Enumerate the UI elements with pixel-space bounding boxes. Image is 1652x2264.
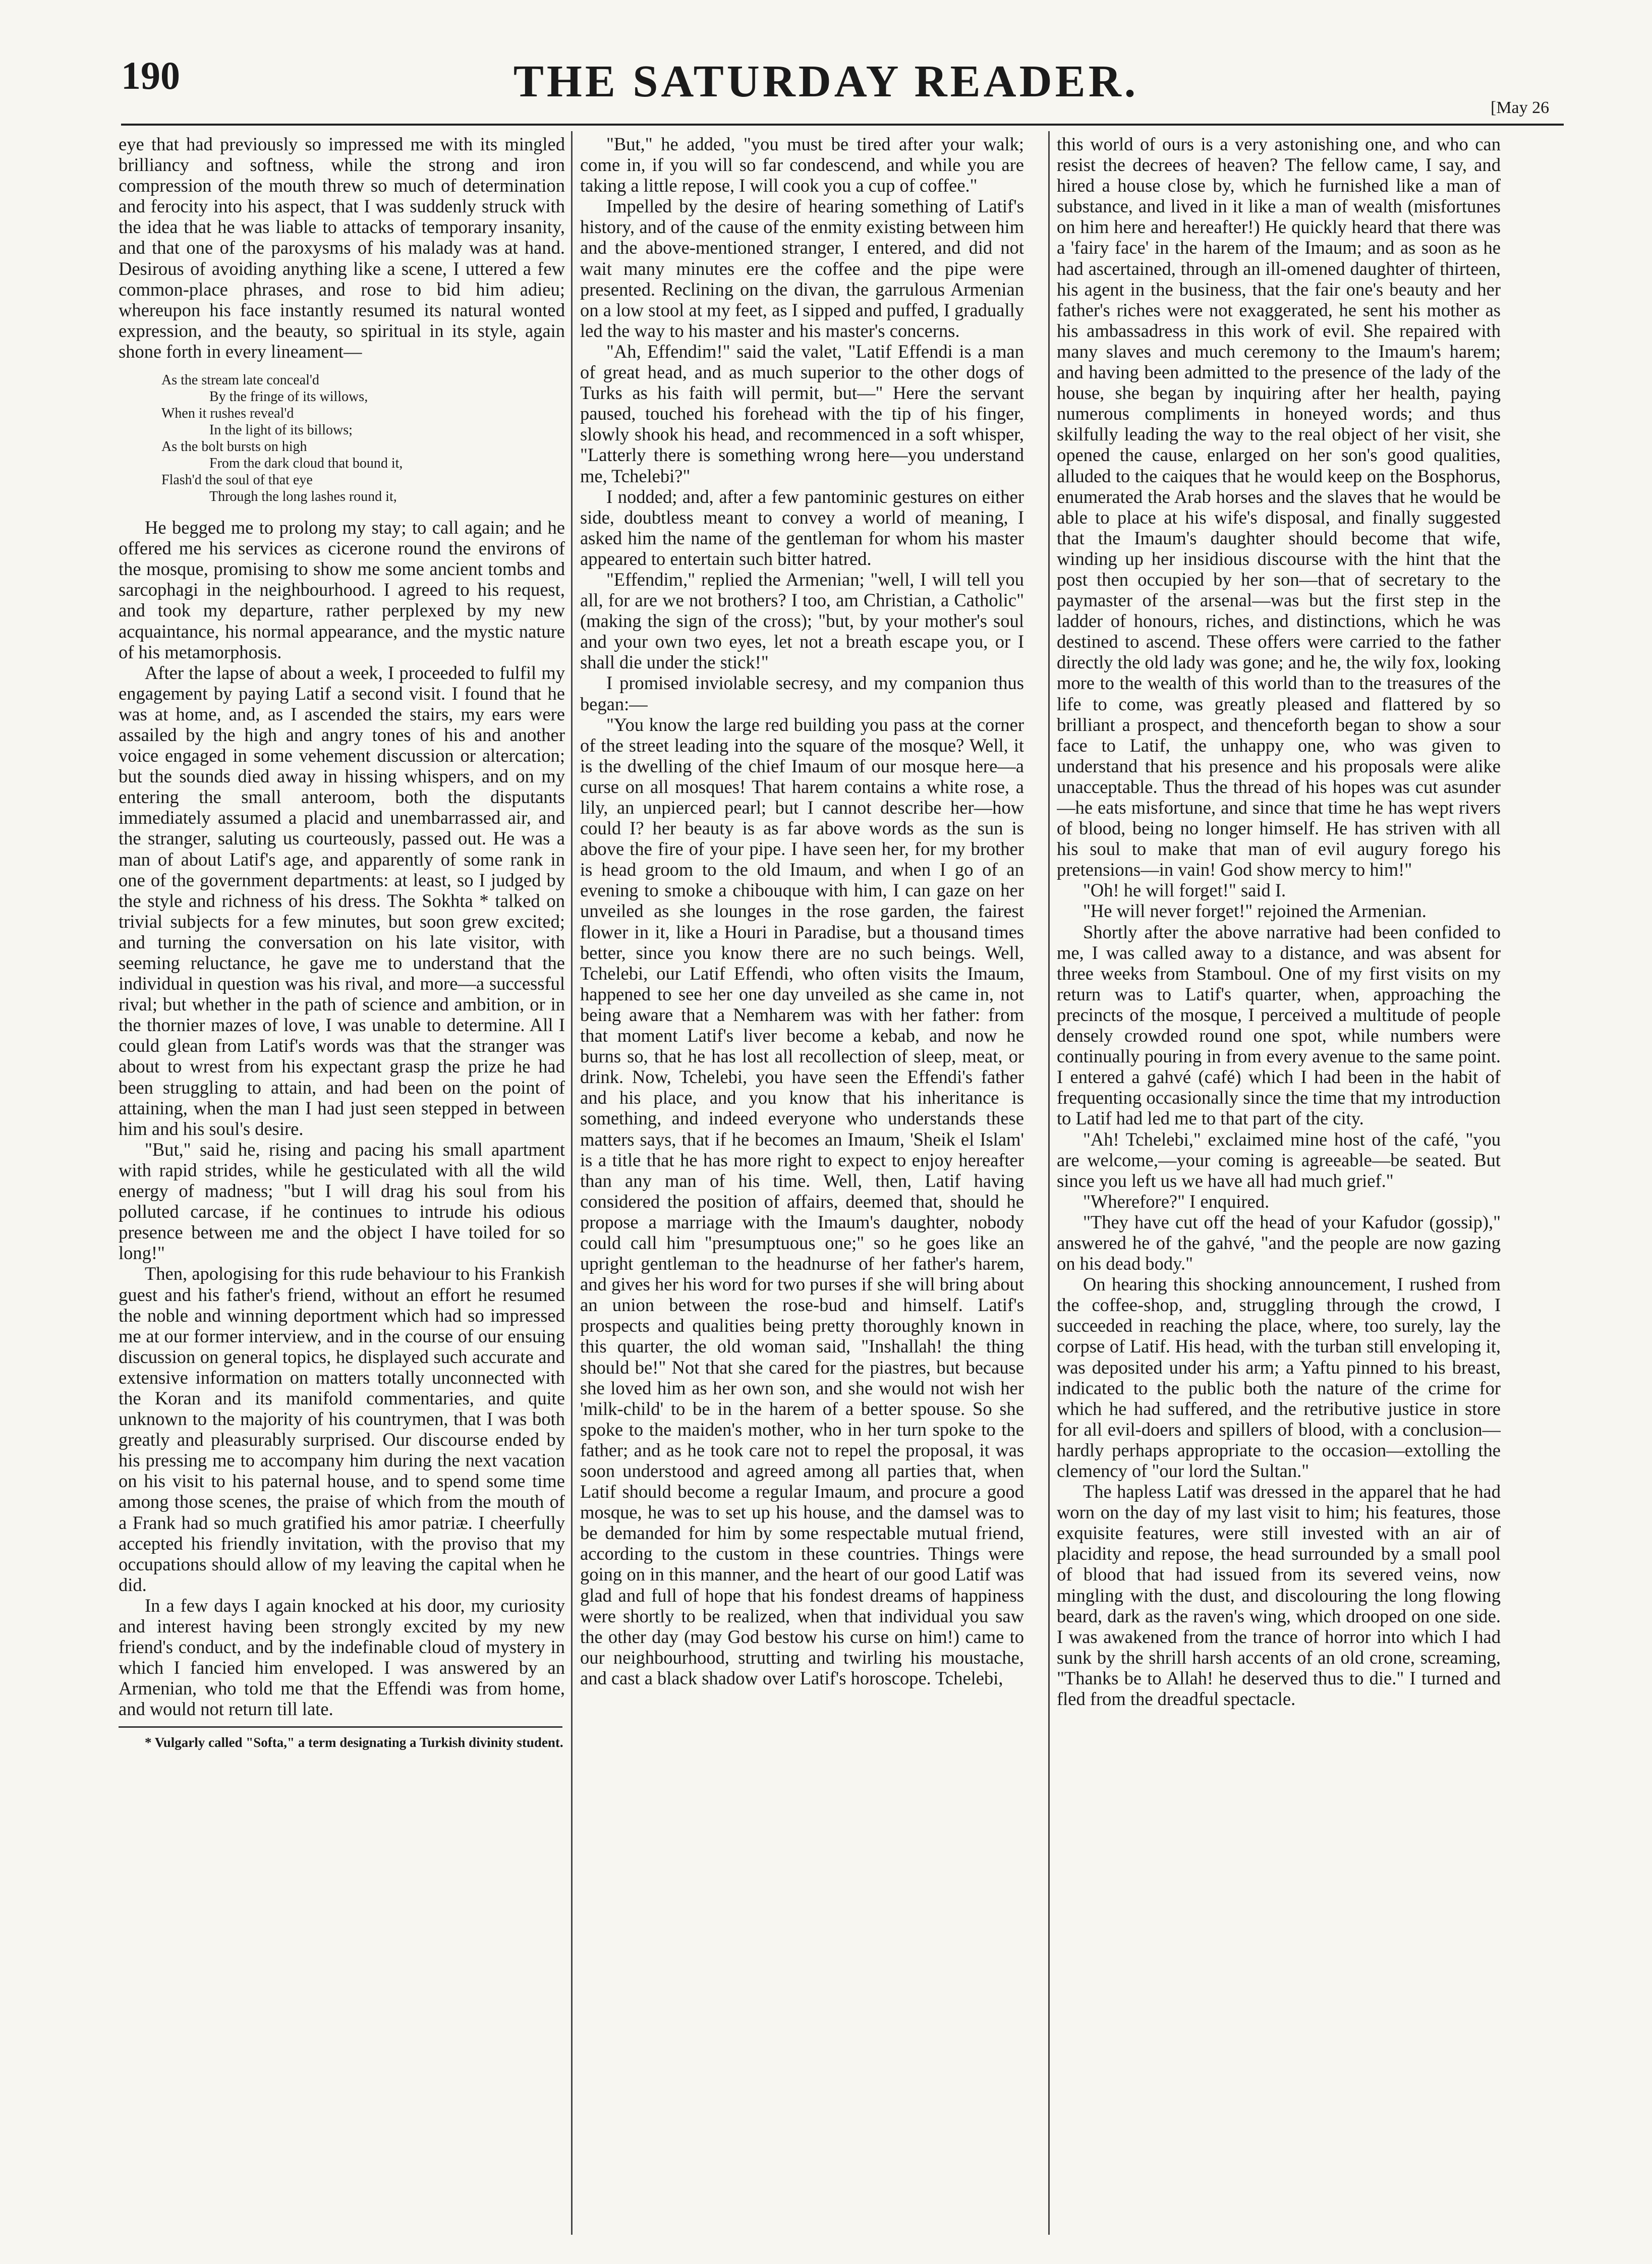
verse-line: From the dark cloud that bound it, (209, 456, 403, 472)
paragraph: In a few days I again knocked at his door, my curiosity and interest having been strongly excited by my new friend's conduct, and by the indefinable cloud of mystery in which I fancied him enveloped. I was answered by an Armenian, who told me that the Effendi was from home, and would not return till late. (119, 1595, 565, 1720)
page-header (0, 0, 1652, 126)
paragraph: "Ah! Tchelebi," exclaimed mine host of the café, "you are welcome,—your coming is agreeable—be seated. But since you left us we have all had much grief." (1057, 1128, 1501, 1191)
verse-line: Flash'd the soul of that eye (161, 472, 313, 488)
verse-line: Through the long lashes round it, (209, 489, 397, 505)
verse-line: By the fringe of its willows, (209, 389, 368, 405)
verse-line: When it rushes reveal'd (161, 406, 294, 422)
paragraph: "They have cut off the head of your Kafudor (gossip)," answered he of the gahvé, "and the people are now gazing on his dead body." (1057, 1211, 1501, 1274)
paragraph: "But," said he, rising and pacing his small apartment with rapid strides, while he gesticulated with all the wild energy of madness; "but I will drag his soul from his polluted carcase, if he continues to intrude his odious presence between me and the object I have toiled for so long!" (119, 1139, 565, 1264)
paragraph: this world of ours is a very astonishing one, and who can resist the decrees of heaven? The fellow came, I say, and hired a house close by, which he furnished like a man of substance, and lived in it like a man of wealth (misfortunes on him here and hereafter!) He quickly heard that there was a 'fairy face' in the harem of the Imaum; and as soon as he had ascertained, through an ill-omened daughter of thirteen, his agent in the business, that the fair one's beauty and her father's riches were not exaggerated, he sent his mother as his ambassadress in this work of evil. She repaired with many slaves and much ceremony to the Imaum's harem; and having been admitted to the presence of the lady of the house, she began by inquiring after her health, paying numerous compliments in honeyed words; and thus skilfully leading the way to the real object of her visit, she opened the cause, enlarged on her son's good qualities, alluded to the caiques that he would keep on the Bosphorus, enumerated the Arab horses and the slaves that he would be able to place at his wife's disposal, and finally suggested that the Imaum's daughter should become that wife, winding up her insidious discourse with the hint that the post then occupied by her son—that of secretary to the paymaster of the arsenal—was but the first step in the ladder of honours, riches, and distinctions, which he was destined to ascend. These offers were carried to the father directly the old lady was gone; and he, the wily fox, looking more to the wealth of this world than to the treasures of the life to come, was greatly pleased and flattered by so brilliant a prospect, and thenceforth began to show a sour face to Latif, the unhappy one, who was given to understand that his presence and his proposals were alike unacceptable. Thus the thread of his hopes was cut asunder—he eats misfortune, and since that time he has wept rivers of blood, being no longer himself. He has striven with all his soul to make that man of evil augury forego his pretensions—in vain! God show mercy to him!" (1057, 134, 1501, 880)
paragraph: "He will never forget!" rejoined the Armenian. (1083, 900, 1427, 922)
page-number: 190 (121, 53, 180, 97)
verse-line: As the stream late conceal'd (161, 372, 319, 388)
paragraph: "But," he added, "you must be tired after your walk; come in, if you will so far condescend, and while you are taking a little repose, I will cook you a cup of coffee." (580, 134, 1024, 196)
paragraph: eye that had previously so impressed me with its mingled brilliancy and softness, while the strong and iron compression of the mouth threw so much of determination and ferocity into his aspect, that I was suddenly struck with the idea that he was liable to attacks of temporary insanity, and that one of the paroxysms of his malady was at hand. Desirous of avoiding anything like a scene, I uttered a few common-place phrases, and rose to bid him adieu; whereupon his face instantly resumed its natural wonted expression, and the beauty, so spiritual in its style, again shone forth in every lineament— (119, 134, 565, 362)
paragraph: Shortly after the above narrative had been confided to me, I was called away to a distance, and was absent for three weeks from Stamboul. One of my first visits on my return was to Latif's quarter, when, approaching the precincts of the mosque, I perceived a multitude of people densely crowded round one spot, while numbers were continually pouring in from every avenue to the same point. I entered a gahvé (café) which I had been in the habit of frequenting occasionally since the time that my introduction to Latif had led me to that part of the city. (1057, 921, 1501, 1129)
column-1 (119, 134, 565, 2232)
issue-date: [May 26 (1491, 98, 1550, 117)
paragraph: The hapless Latif was dressed in the apparel that he had worn on the day of my last visit to him; his features, those exquisite features, were still invested with an air of placidity and repose, the head surrounded by a small pool of blood that had issued from its severed veins, now mingling with the dust, and discolouring the long flowing beard, dark as the raven's wing, which drooped on one side. I was awakened from the trance of horror into which I had sunk by the shrill harsh accents of an old crone, screaming, "Thanks be to Allah! he deserved thus to die." I turned and fled from the dreadful spectacle. (1057, 1481, 1501, 1710)
paragraph: He begged me to prolong my stay; to call again; and he offered me his services as cicerone round the environs of the mosque, promising to show me some ancient tombs and sarcophagi in the neighbourhood. I agreed to his request, and took my departure, rather perplexed by my new acquaintance, his normal appearance, and the mystic nature of his metamorphosis. (119, 517, 565, 662)
column-divider (1048, 131, 1050, 2235)
masthead-title: THE SATURDAY READER. (513, 56, 1139, 106)
header-rule (121, 124, 1564, 126)
footnote: * Vulgarly called "Softa," a term designating a Turkish divinity student. (145, 1735, 563, 1750)
paragraph: I promised inviolable secresy, and my companion thus began:— (580, 672, 1024, 714)
paragraph: "Effendim," replied the Armenian; "well, I will tell you all, for are we not brothers? I too, am Christian, a Catholic" (making the sign of the cross); "but, by your mother's soul and your own two eyes, let not a breath escape you, or I shall die under the stick!" (580, 569, 1024, 673)
paragraph: "Oh! he will forget!" said I. (1083, 880, 1286, 901)
column-2 (580, 134, 1024, 2232)
paragraph: "You know the large red building you pass at the corner of the street leading into the square of the mosque? Well, it is the dwelling of the chief Imaum of our mosque here—a curse on all mosques! That harem contains a white rose, a lily, an unpierced pearl; but I cannot describe her—how could I? her beauty is as far above words as the sun is above the fire of your pipe. I have seen her, for my brother is head groom to the old Imaum, and when I go of an evening to smoke a chibouque with him, I can gaze on her unveiled as she lounges in the rose garden, the fairest flower in it, like a Houri in Paradise, but a thousand times better, since you know there are no such beings. Well, Tchelebi, our Latif Effendi, who often visits the Imaum, happened to see her one day unveiled as she came in, not being aware that a Nemharem was with her father: from that moment Latif's liver become a kebab, and now he burns so, that he has lost all recollection of sleep, meat, or drink. Now, Tchelebi, you have seen the Effendi's father and his place, and you know that his inheritance is something, and indeed everyone who understands these matters says, that if he becomes an Imaum, 'Sheik el Islam' is a title that he has more right to expect to enjoy hereafter than any man of his time. Well, then, Latif having considered the position of affairs, deemed that, should he propose a marriage with the Imaum's daughter, nobody could call him "presumptuous one;" so he goes like an upright gentleman to the headnurse of her father's harem, and gives her his word for two purses if she will bring about an union between the rose-bud and himself. Latif's prospects and qualities being pretty thoroughly known in this quarter, the old woman said, "Inshallah! the thing should be!" Not that she cared for the piastres, but because she loved him as her own son, and she would not wish her 'milk-child' to be in the harem of a better spouse. So she spoke to the maiden's mother, who in her turn spoke to the father; and as he took care not to repel the proposal, it was soon understood and agreed among all parties that, when Latif should become a regular Imaum, and procure a good mosque, he was to set up his house, and the damsel was to be demanded for him by some respectable mutual friend, according to the custom in these countries. Things were going on in this manner, and the heart of our good Latif was glad and full of hope that his fondest dreams of happiness were shortly to be realized, when that individual you saw the other day (may God bestow his curse on him!) came to our neighbourhood, strutting and twirling his moustache, and cast a black shadow over Latif's horoscope. Tchelebi, (580, 714, 1024, 1688)
paragraph: "Wherefore?" I enquired. (1083, 1191, 1270, 1212)
column-divider (571, 131, 573, 2235)
paragraph: On hearing this shocking announcement, I rushed from the coffee-shop, and, struggling through the crowd, I succeeded in reaching the place, where, too surely, lay the corpse of Latif. His head, with the turban still enveloping it, was deposited under his arm; a Yaftu pinned to his breast, indicated to the public both the nature of the crime for which he had suffered, and the retributive justice in store for all evil-doers and spillers of blood, with a conclusion—hardly perhaps appropriate to the occasion—extolling the clemency of "our lord the Sultan." (1057, 1274, 1501, 1481)
column-3 (1057, 134, 1501, 2232)
verse-line: As the bolt bursts on high (161, 439, 307, 455)
footnote-rule (119, 1726, 562, 1728)
verse-line: In the light of its billows; (209, 422, 353, 438)
verse-quotation (119, 372, 565, 505)
paragraph: Then, apologising for this rude behaviour to his Frankish guest and his father's friend, without an effort he resumed the noble and winning deportment which had so impressed me at our former interview, and in the course of our ensuing discussion on general topics, he displayed such accurate and extensive information on matters totally unconnected with the Koran and its manifold commentaries, and quite unknown to the majority of his countrymen, that I was both greatly and pleasurably surprised. Our discourse ended by his pressing me to accompany him during the next vacation on his visit to his paternal house, and to spend some time among those scenes, the praise of which from the mouth of a Frank had so much gratified his amor patriæ. I cheerfully accepted his friendly invitation, with the proviso that my occupations should allow of my leaving the capital when he did. (119, 1263, 565, 1595)
paragraph: "Ah, Effendim!" said the valet, "Latif Effendi is a man of great head, and as much superior to the other dogs of Turks as his faith will permit, but—" Here the servant paused, touched his forehead with the tip of his finger, slowly shook his head, and recommenced in a soft whisper, "Latterly there is something wrong here—you understand me, Tchelebi?" (580, 341, 1024, 486)
paragraph: Impelled by the desire of hearing something of Latif's history, and of the cause of the enmity existing between him and the above-mentioned stranger, I entered, and did not wait many minutes ere the coffee and the pipe were presented. Reclining on the divan, the garrulous Armenian on a low stool at my feet, as I sipped and puffed, I gradually led the way to his master and his master's concerns. (580, 196, 1024, 341)
paragraph: I nodded; and, after a few pantominic gestures on either side, doubtless meant to convey a world of meaning, I asked him the name of the gentleman for whom his master appeared to entertain such bitter hatred. (580, 486, 1024, 569)
paragraph: After the lapse of about a week, I proceeded to fulfil my engagement by paying Latif a second visit. I found that he was at home, and, as I ascended the stairs, my ears were assailed by the high and angry tones of his and another voice engaged in some vehement discussion or altercation; but the sounds died away in hissing whispers, and on my entering the small anteroom, both the disputants immediately assumed a placid and unembarrassed air, and the stranger, saluting us courteously, passed out. He was a man of about Latif's age, and apparently of some rank in one of the government departments: at least, so I judged by the style and richness of his dress. The Sokhta * talked on trivial subjects for a few minutes, but soon grew excited; and turning the conversation on his late visitor, with seeming reluctance, he gave me to understand that the individual in question was his rival, and more—a successful rival; but whether in the path of science and ambition, or in the thornier mazes of love, I was unable to determine. All I could glean from Latif's words was that the stranger was about to wrest from his expectant grasp the prize he had been struggling to attain, and had been on the point of attaining, when the man I had just seen stepped in between him and his soul's desire. (119, 662, 565, 1139)
